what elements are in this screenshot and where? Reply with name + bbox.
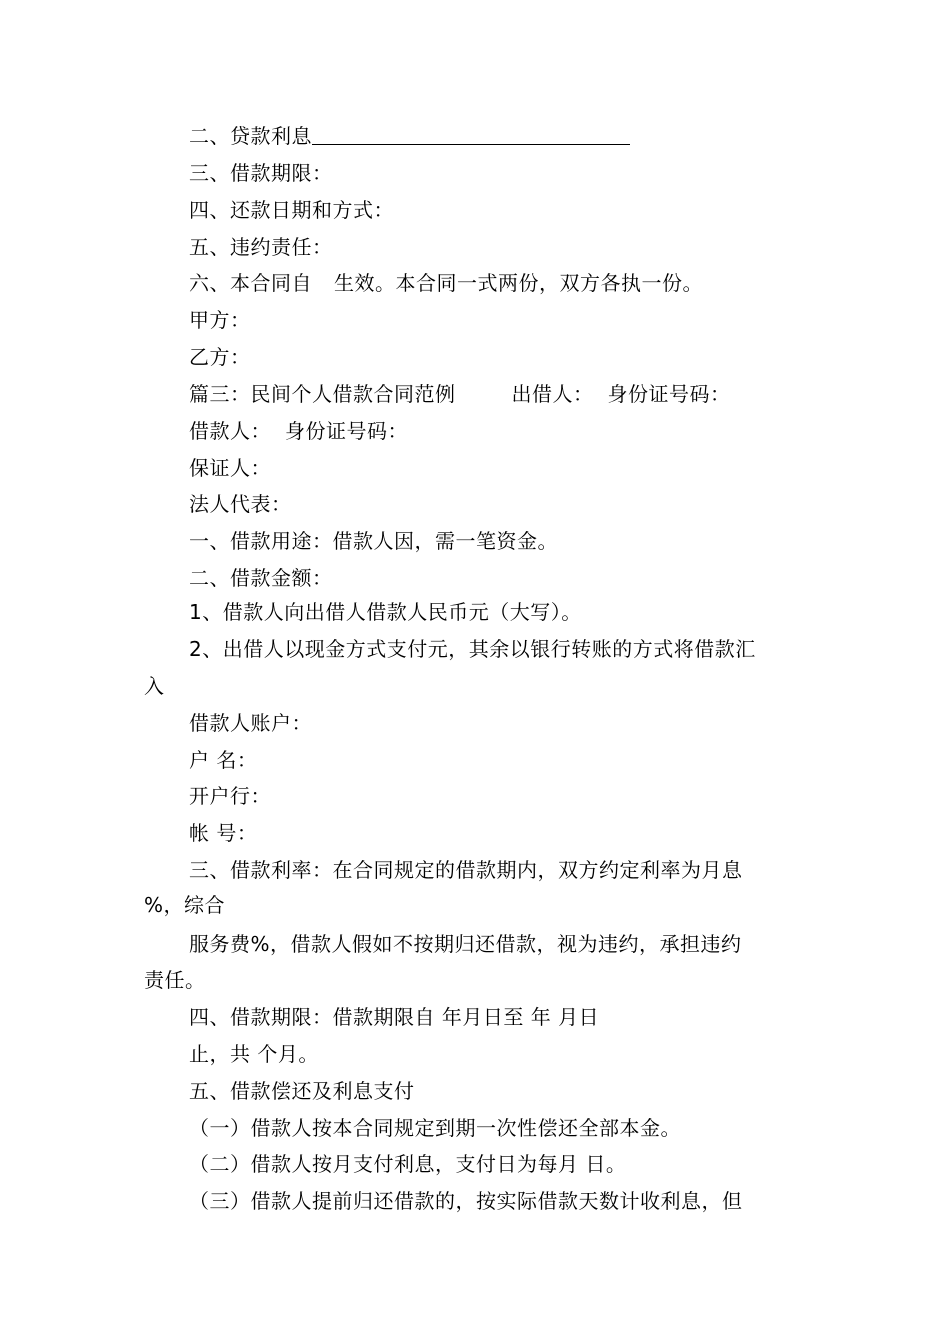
term-period-line	[144, 1003, 859, 1031]
service-fee-text: 服务费%，借款人假如不按期归还借款，视为违约，承担违约	[189, 932, 742, 956]
lender-label: 出借人：	[511, 382, 594, 406]
purpose-text: 一、借款用途：借款人因，需一笔资金。	[189, 529, 558, 553]
breach-label: 五、违约责任：	[189, 235, 333, 259]
repayment-label: 四、还款日期和方式：	[189, 198, 394, 222]
repayment-item-1: （一）借款人按本合同规定到期一次性偿还全部本金。	[189, 1116, 681, 1140]
bank-label: 开户行：	[189, 784, 271, 808]
legal-rep-label: 法人代表：	[189, 492, 292, 516]
interest-rate-cont-line	[144, 891, 814, 919]
lender-id-label: 身份证号码：	[607, 382, 731, 406]
amount-item-2: 2、出借人以现金方式支付元，其余以银行转账的方式将借款汇	[189, 637, 756, 661]
party-a-line	[144, 306, 859, 334]
service-fee-line	[144, 930, 859, 958]
amount-item-1-line	[144, 598, 859, 626]
interest-rate-text: 三、借款利率：在合同规定的借款期内，双方约定利率为月息	[189, 858, 743, 882]
party-b-line	[144, 343, 859, 371]
effective-line	[144, 269, 859, 297]
service-fee-cont: 责任。	[144, 968, 206, 992]
section-three-title: 篇三：民间个人借款合同范例	[189, 382, 456, 406]
repayment-item-3-line	[144, 1187, 859, 1215]
borrower-label: 借款人：	[189, 419, 271, 443]
repayment-item-2-line	[144, 1150, 859, 1178]
borrower-line	[144, 417, 859, 445]
borrower-id-label: 身份证号码：	[285, 419, 408, 443]
amount-heading-line	[144, 564, 859, 592]
loan-interest-line	[144, 122, 859, 150]
account-name-line	[144, 746, 859, 774]
account-number-line	[144, 819, 859, 847]
term-period-cont: 止，共 个月。	[189, 1042, 319, 1066]
fill-in-blank	[312, 124, 630, 145]
loan-term-line	[144, 159, 859, 187]
account-heading: 借款人账户：	[189, 711, 312, 735]
service-fee-cont-line	[144, 966, 814, 994]
purpose-line	[144, 527, 859, 555]
account-name-label: 户 名：	[189, 748, 258, 772]
effective-label: 六、本合同自	[189, 271, 312, 295]
amount-item-2-line	[144, 635, 859, 663]
term-period-cont-line	[144, 1040, 859, 1068]
amount-item-2-cont: 入	[144, 674, 165, 698]
interest-rate-cont: %，综合	[144, 893, 226, 917]
term-period-text: 四、借款期限：借款期限自 年月日至 年 月日	[189, 1005, 600, 1029]
account-heading-line	[144, 709, 859, 737]
party-b-label: 乙方：	[189, 345, 251, 369]
loan-interest-label: 二、贷款利息	[189, 124, 312, 148]
amount-item-1: 1、借款人向出借人借款人民币元（大写）。	[189, 600, 582, 624]
interest-rate-line	[144, 856, 859, 884]
repayment-item-2: （二）借款人按月支付利息，支付日为每月 日。	[189, 1152, 627, 1176]
party-a-label: 甲方：	[189, 308, 251, 332]
repayment-line	[144, 196, 859, 224]
repayment-item-3: （三）借款人提前归还借款的，按实际借款天数计收利息，但	[189, 1189, 743, 1213]
amount-item-2-cont-line	[144, 672, 814, 700]
guarantor-line	[144, 454, 859, 482]
loan-term-label: 三、借款期限：	[189, 161, 333, 185]
repayment-heading-line	[144, 1077, 859, 1105]
section-three-heading-line	[144, 380, 859, 408]
account-number-label: 帐 号：	[189, 821, 258, 845]
amount-heading: 二、借款金额：	[189, 566, 333, 590]
breach-line	[144, 233, 859, 261]
guarantor-label: 保证人：	[189, 456, 271, 480]
legal-rep-line	[144, 490, 859, 518]
effective-text: 生效。本合同一式两份，双方各执一份。	[334, 271, 703, 295]
repayment-item-1-line	[144, 1114, 859, 1142]
bank-line	[144, 782, 859, 810]
repayment-heading: 五、借款偿还及利息支付	[189, 1079, 415, 1103]
